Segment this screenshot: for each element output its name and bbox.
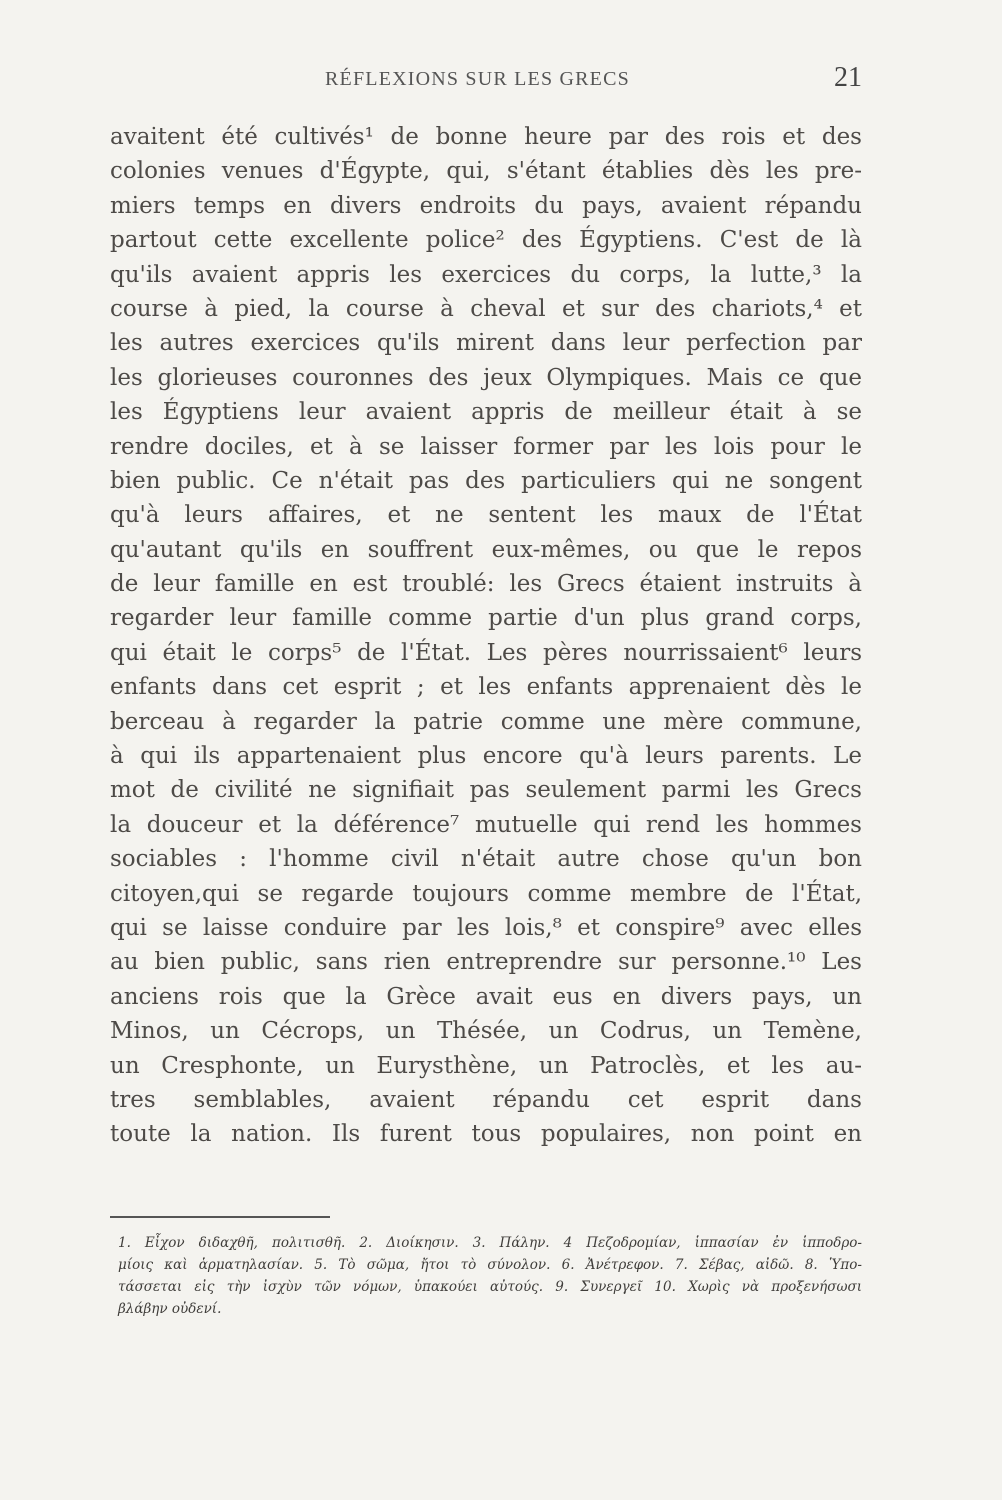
body-line: qu'ils avaient appris les exercices du corps, la lutte,³ la	[110, 261, 862, 288]
body-line: les autres exercices qu'ils mirent dans leur perfection par	[110, 330, 862, 357]
body-line: toute la nation. Ils furent tous populaires, non point en	[110, 1121, 862, 1148]
footnote-line: βλάβην οὐδενί.	[118, 1301, 222, 1317]
body-line: au bien public, sans rien entreprendre sur personne.¹⁰ Les	[110, 949, 862, 976]
body-line: la douceur et la déférence⁷ mutuelle qui rend les hommes	[110, 811, 862, 838]
body-line: les Égyptiens leur avaient appris de meilleur était à se	[110, 399, 862, 426]
body-line: avaitent été cultivés¹ de bonne heure par des rois et des	[110, 124, 862, 150]
running-title: RÉFLEXIONS SUR LES GRECS	[325, 68, 630, 90]
page-number: 21	[834, 62, 862, 93]
body-line: qu'à leurs affaires, et ne sentent les maux de l'État	[110, 502, 862, 529]
running-head	[110, 62, 862, 102]
body-line: miers temps en divers endroits du pays, avaient répandu	[110, 192, 862, 219]
body-line: citoyen,qui se regarde toujours comme membre de l'État,	[110, 880, 862, 907]
body-line: qu'autant qu'ils en souffrent eux-mêmes, ou que le repos	[110, 536, 862, 563]
body-line: sociables : l'homme civil n'était autre chose qu'un bon	[110, 846, 862, 873]
body-line: mot de civilité ne signifiait pas seulement parmi les Grecs	[110, 777, 862, 804]
body-text	[110, 120, 862, 1152]
body-line: qui se laisse conduire par les lois,⁸ et conspire⁹ avec elles	[110, 914, 862, 941]
body-line: bien public. Ce n'était pas des particuliers qui ne songent	[110, 467, 862, 494]
body-line: partout cette excellente police² des Égyptiens. C'est de là	[110, 227, 862, 254]
footnote-line: μίοις καὶ ἁρματηλασίαν. 5. Τὸ σῶμα, ἤτοι τὸ σύνολον. 6. Ἀνέτρεφον. 7. Σέβας, αἰδῶ. 8. Ὑπο-	[118, 1257, 862, 1273]
footnotes	[118, 1232, 862, 1320]
body-line: colonies venues d'Égypte, qui, s'étant établies dès les pre-	[110, 158, 862, 185]
body-line: course à pied, la course à cheval et sur des chariots,⁴ et	[110, 295, 862, 322]
body-line: anciens rois que la Grèce avait eus en divers pays, un	[110, 983, 862, 1010]
body-line: rendre dociles, et à se laisser former par les lois pour le	[110, 433, 862, 460]
body-line: qui était le corps⁵ de l'État. Les pères nourrissaient⁶ leurs	[110, 639, 862, 666]
body-line: à qui ils appartenaient plus encore qu'à leurs parents. Le	[110, 743, 862, 770]
body-line: tres semblables, avaient répandu cet esprit dans	[110, 1086, 862, 1113]
body-line: regarder leur famille comme partie d'un plus grand corps,	[110, 605, 862, 632]
body-line: Minos, un Cécrops, un Thésée, un Codrus, un Temène,	[110, 1018, 862, 1045]
body-line: enfants dans cet esprit ; et les enfants apprenaient dès le	[110, 674, 862, 701]
footnote-divider	[110, 1216, 330, 1218]
body-line: un Cresphonte, un Eurysthène, un Patroclès, et les au-	[110, 1052, 862, 1079]
footnote-line: 1. Εἶχον διδαχθῆ, πολιτισθῆ. 2. Διοίκησιν. 3. Πάλην. 4 Πεζοδρομίαν, ἱππασίαν ἐν ἱπποδρο-	[118, 1235, 862, 1251]
body-line: de leur famille en est troublé: les Grecs étaient instruits à	[110, 571, 862, 598]
body-line: les glorieuses couronnes des jeux Olympiques. Mais ce que	[110, 364, 862, 391]
footnote-line: τάσσεται εἰς τὴν ἰσχὺν τῶν νόμων, ὑπακούει αὐτούς. 9. Συνεργεῖ 10. Χωρὶς νὰ προξενήσωσι	[118, 1279, 862, 1295]
body-line: berceau à regarder la patrie comme une mère commune,	[110, 708, 862, 735]
